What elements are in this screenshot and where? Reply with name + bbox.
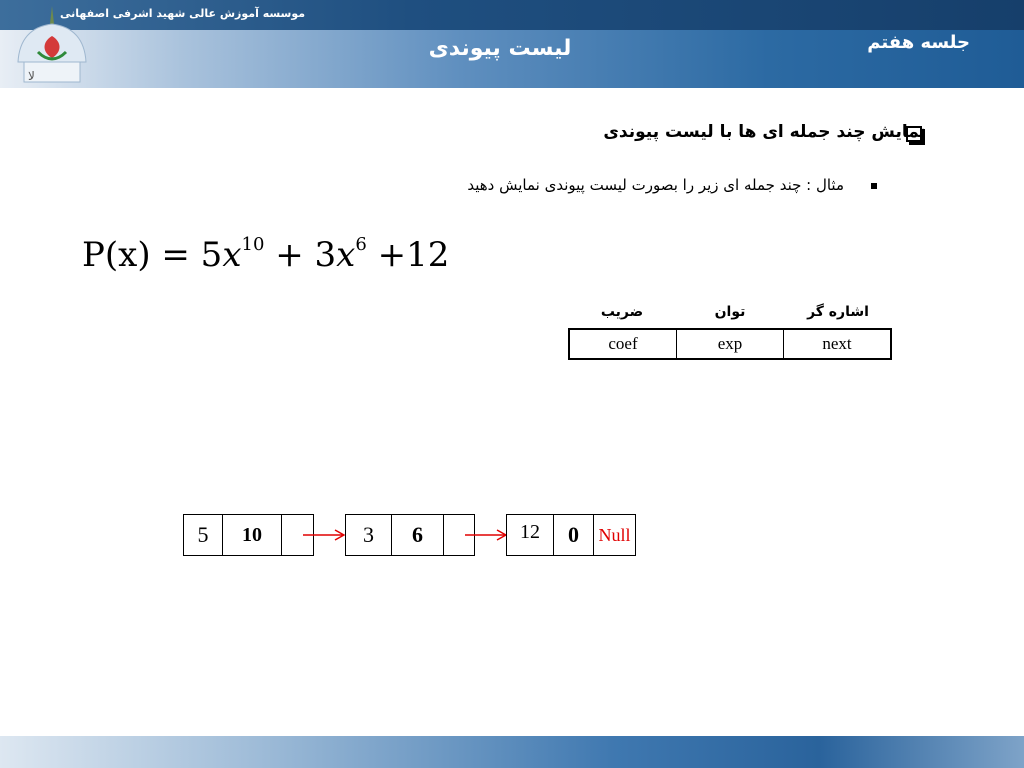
node-1-exp: 10 xyxy=(222,515,281,555)
institute-name: موسسه آموزش عالی شهید اشرفی اصفهانی xyxy=(60,7,306,20)
node-3-coef: 12 xyxy=(520,521,540,543)
formula-exp-2: 6 xyxy=(355,234,367,255)
square-bullet-icon xyxy=(871,183,877,189)
node-2-coef: 3 xyxy=(363,522,374,547)
header-exp: توان xyxy=(714,304,746,320)
list-node-2 xyxy=(345,514,475,556)
node-structure-table xyxy=(568,300,892,360)
formula-exp-1: 10 xyxy=(241,234,265,255)
node-2-exp: 6 xyxy=(391,515,443,555)
node-3-exp: 0 xyxy=(553,515,593,555)
cell-next: next xyxy=(783,330,890,358)
formula-var-2: x xyxy=(336,235,356,275)
node-3-null: Null xyxy=(593,515,635,555)
cell-coef: coef xyxy=(608,334,638,353)
list-node-3 xyxy=(506,514,636,556)
header-next: اشاره گر xyxy=(807,304,869,320)
slide-title: لیست پیوندی xyxy=(428,36,572,61)
formula-mid: + 3 xyxy=(264,235,337,275)
section-heading: نمایش چند جمله ای ها با لیست پیوندی xyxy=(603,122,926,142)
node-structure-headers xyxy=(568,300,892,328)
formula-tail: +12 xyxy=(366,235,450,275)
example-text: مثال : چند جمله ای زیر را بصورت لیست پیوندی نمایش دهید xyxy=(467,176,844,194)
list-node-1 xyxy=(183,514,314,556)
arrow-2-icon xyxy=(465,527,507,543)
university-logo-icon xyxy=(12,2,92,86)
node-1-coef: 5 xyxy=(197,522,209,547)
arrow-1-icon xyxy=(303,527,345,543)
cell-exp: exp xyxy=(676,330,783,358)
slide-footer xyxy=(0,736,1024,768)
formula-var-1: x xyxy=(222,235,242,275)
session-label: جلسه هفتم xyxy=(867,32,970,53)
node-structure-cells xyxy=(568,328,892,360)
formula-lhs: P(x) = 5 xyxy=(82,235,223,275)
polynomial-formula xyxy=(82,234,449,275)
header-coef: ضریب xyxy=(600,304,644,320)
svg-text:ﻻ: ﻻ xyxy=(28,69,35,83)
slide-header xyxy=(0,0,1024,88)
